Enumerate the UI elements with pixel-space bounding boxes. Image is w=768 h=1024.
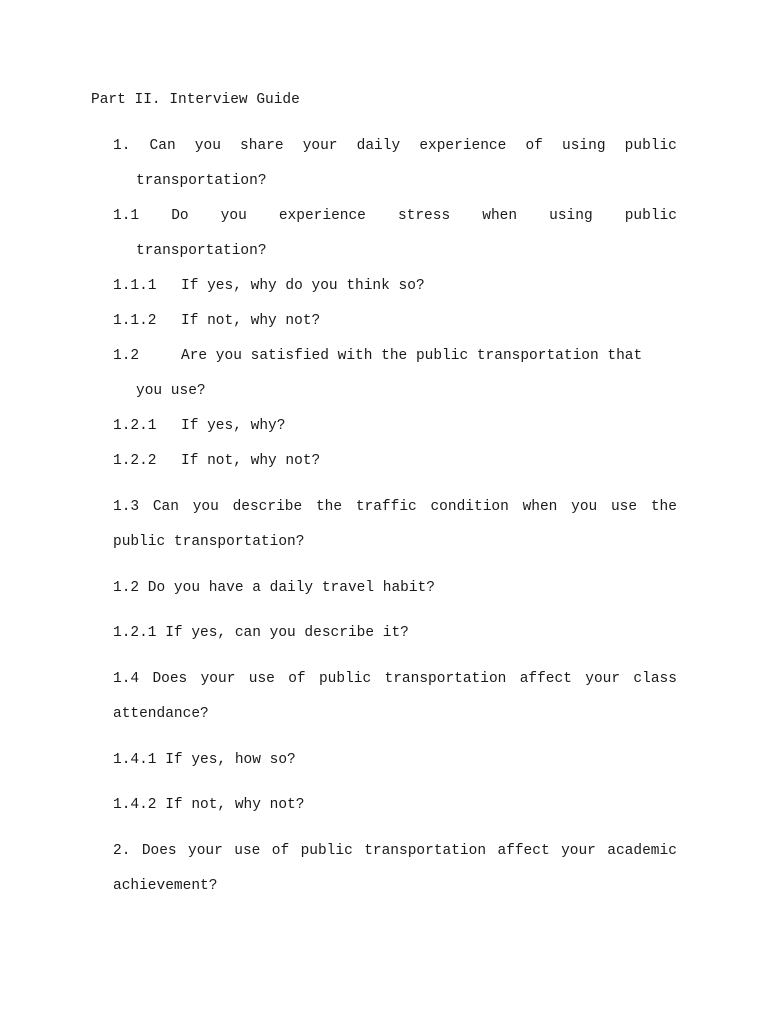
question-number: 1.2.2: [113, 453, 157, 469]
question-1-1-line-2: transportation?: [136, 243, 267, 259]
question-1-4-2: 1.4.2 If not, why not?: [113, 797, 305, 813]
question-1-line-2: transportation?: [136, 173, 267, 189]
question-1-3-line-1: 1.3 Can you describe the traffic condition when you use the: [113, 499, 677, 515]
question-number: 1.2: [113, 348, 140, 364]
section-heading: Part II. Interview Guide: [91, 92, 300, 108]
question-number: 1.1.2: [113, 313, 157, 329]
question-1-4-line-1: 1.4 Does your use of public transportation affect your class: [113, 671, 677, 687]
question-2-line-2: achievement?: [113, 878, 218, 894]
question-1-1-1: 1.1.1 If yes, why do you think so?: [113, 278, 425, 294]
question-1-2-travel-habit: 1.2 Do you have a daily travel habit?: [113, 580, 435, 596]
question-2-line-1: 2. Does your use of public transportation affect your academic: [113, 843, 677, 859]
question-1-line-1: 1. Can you share your daily experience of using public: [113, 138, 677, 154]
question-1-2-line-2: you use?: [136, 383, 206, 399]
question-1-2-1: 1.2.1 If yes, why?: [113, 418, 286, 434]
question-1-1-2: 1.1.2 If not, why not?: [113, 313, 321, 329]
question-1-2-line-1: 1.2 Are you satisfied with the public transportation that: [113, 348, 643, 364]
question-1-4-line-2: attendance?: [113, 706, 209, 722]
question-number: 1.: [113, 138, 131, 154]
question-number: 1.2.1: [113, 418, 157, 434]
question-1-2-1-describe: 1.2.1 If yes, can you describe it?: [113, 625, 409, 641]
question-number: 1.1: [113, 208, 140, 224]
question-1-1-line-1: 1.1 Do you experience stress when using public: [113, 208, 677, 224]
question-1-3-line-2: public transportation?: [113, 534, 305, 550]
question-1-2-2: 1.2.2 If not, why not?: [113, 453, 321, 469]
question-1-4-1: 1.4.1 If yes, how so?: [113, 752, 296, 768]
question-number: 1.1.1: [113, 278, 157, 294]
